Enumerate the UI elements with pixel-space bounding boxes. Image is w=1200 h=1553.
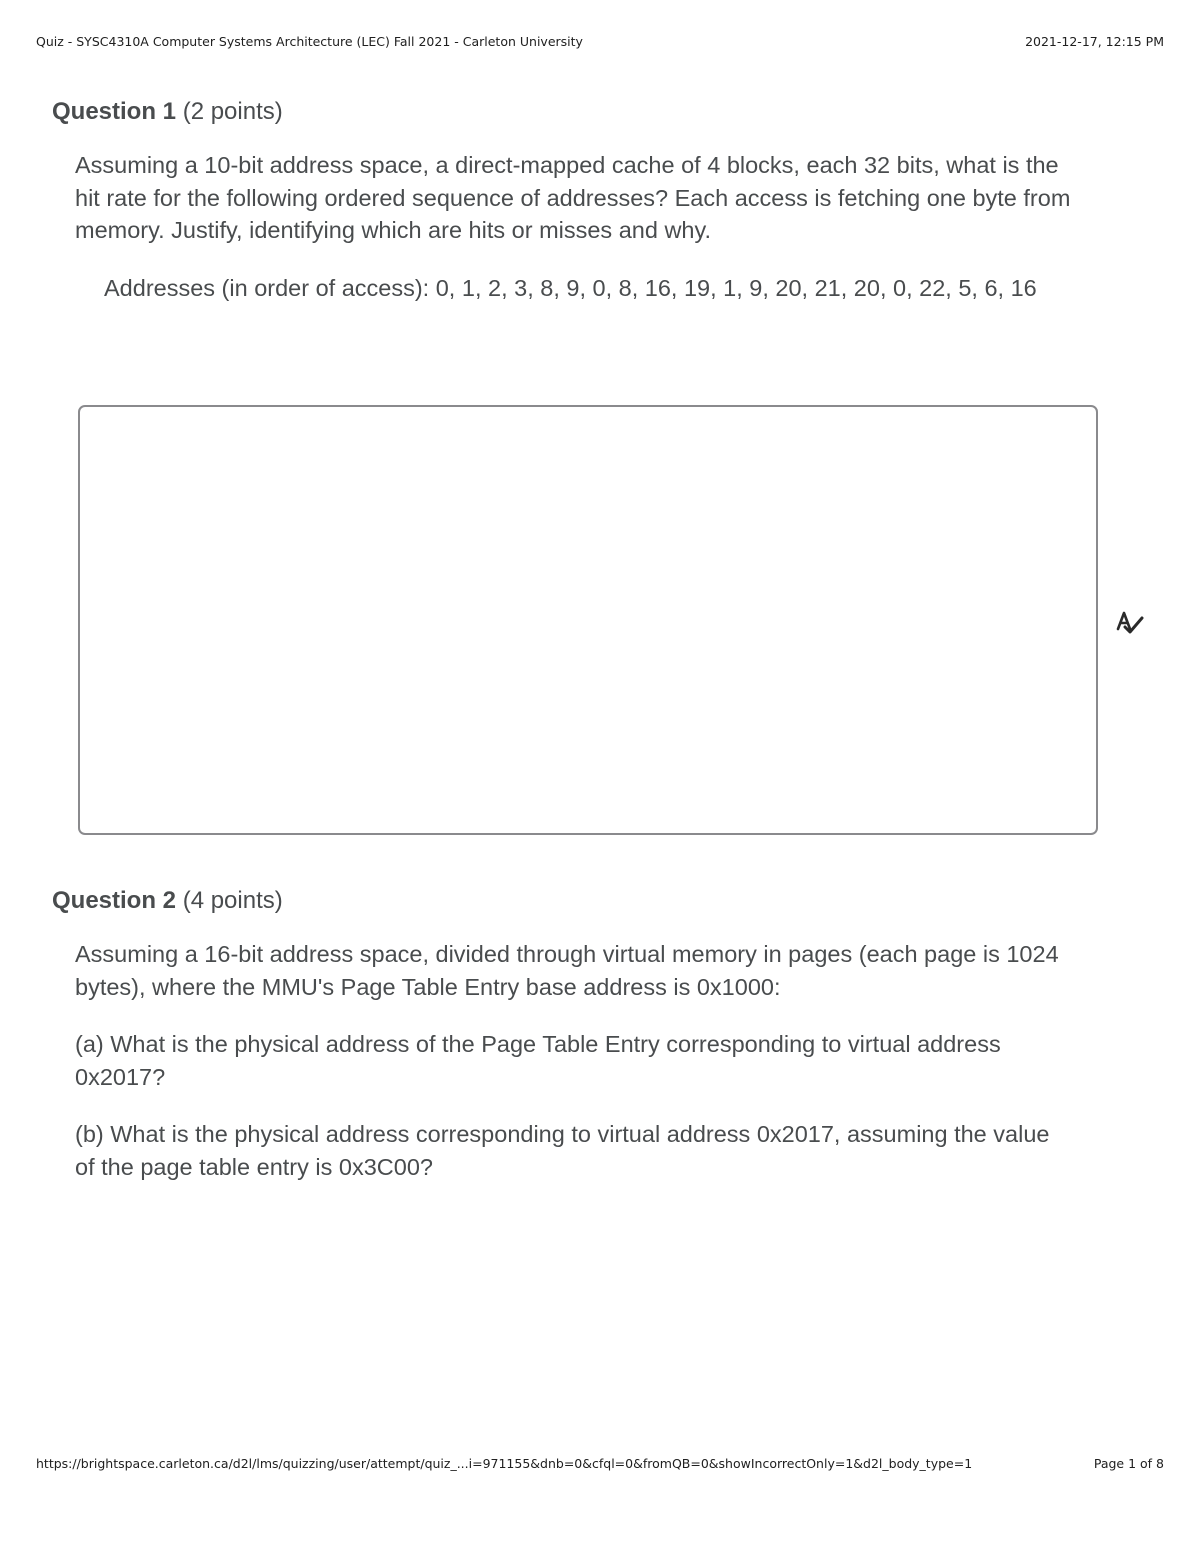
question-1-text: Assuming a 10-bit address space, a direct-mapped cache of 4 blocks, each 32 bits, what is the hit rate for the following ordered sequence of addresses? Each access is fetching one byte from memory. Justify, identifying which are hits or misses and why. xyxy=(75,152,1071,243)
print-footer xyxy=(36,1456,1164,1474)
question-1-points: (2 points) xyxy=(182,98,283,125)
print-datetime: 2021-12-17, 12:15 PM xyxy=(1025,34,1164,49)
question-1-heading xyxy=(52,96,1130,128)
question-2-heading xyxy=(52,885,1130,917)
document-title: Quiz - SYSC4310A Computer Systems Architecture (LEC) Fall 2021 - Carleton University xyxy=(36,34,583,49)
print-header xyxy=(36,34,1164,52)
question-2 xyxy=(52,885,1130,1183)
question-2-part-b: (b) What is the physical address corresponding to virtual address 0x2017, assuming the value of the page table entry is 0x3C00? xyxy=(75,1121,1050,1180)
question-2-points: (4 points) xyxy=(182,887,283,914)
question-2-body xyxy=(75,938,1075,1183)
question-1 xyxy=(52,96,1130,304)
question-2-title: Question 2 xyxy=(52,887,177,914)
question-2-text: Assuming a 16-bit address space, divided through virtual memory in pages (each page is 1024 bytes), where the MMU's Page Table Entry base address is 0x1000: xyxy=(75,941,1059,1000)
question-1-addresses: Addresses (in order of access): 0, 1, 2, 3, 8, 9, 0, 8, 16, 19, 1, 9, 20, 21, 20, 0, 22, 5, 6, 16 xyxy=(104,274,1037,301)
question-2-part-a: (a) What is the physical address of the Page Table Entry corresponding to virtual address 0x2017? xyxy=(75,1031,1001,1090)
page-number: Page 1 of 8 xyxy=(1093,1456,1164,1471)
page-url: https://brightspace.carleton.ca/d2l/lms/quizzing/user/attempt/quiz_...i=971155&dnb=0&cfql=0&fromQB=0&showIncorrectOnly=1&d2l_body_type=1 xyxy=(36,1456,973,1471)
spell-check-icon[interactable] xyxy=(1115,607,1145,637)
answer-textarea[interactable] xyxy=(78,405,1098,835)
question-1-body xyxy=(75,149,1075,304)
question-1-title: Question 1 xyxy=(52,98,177,125)
